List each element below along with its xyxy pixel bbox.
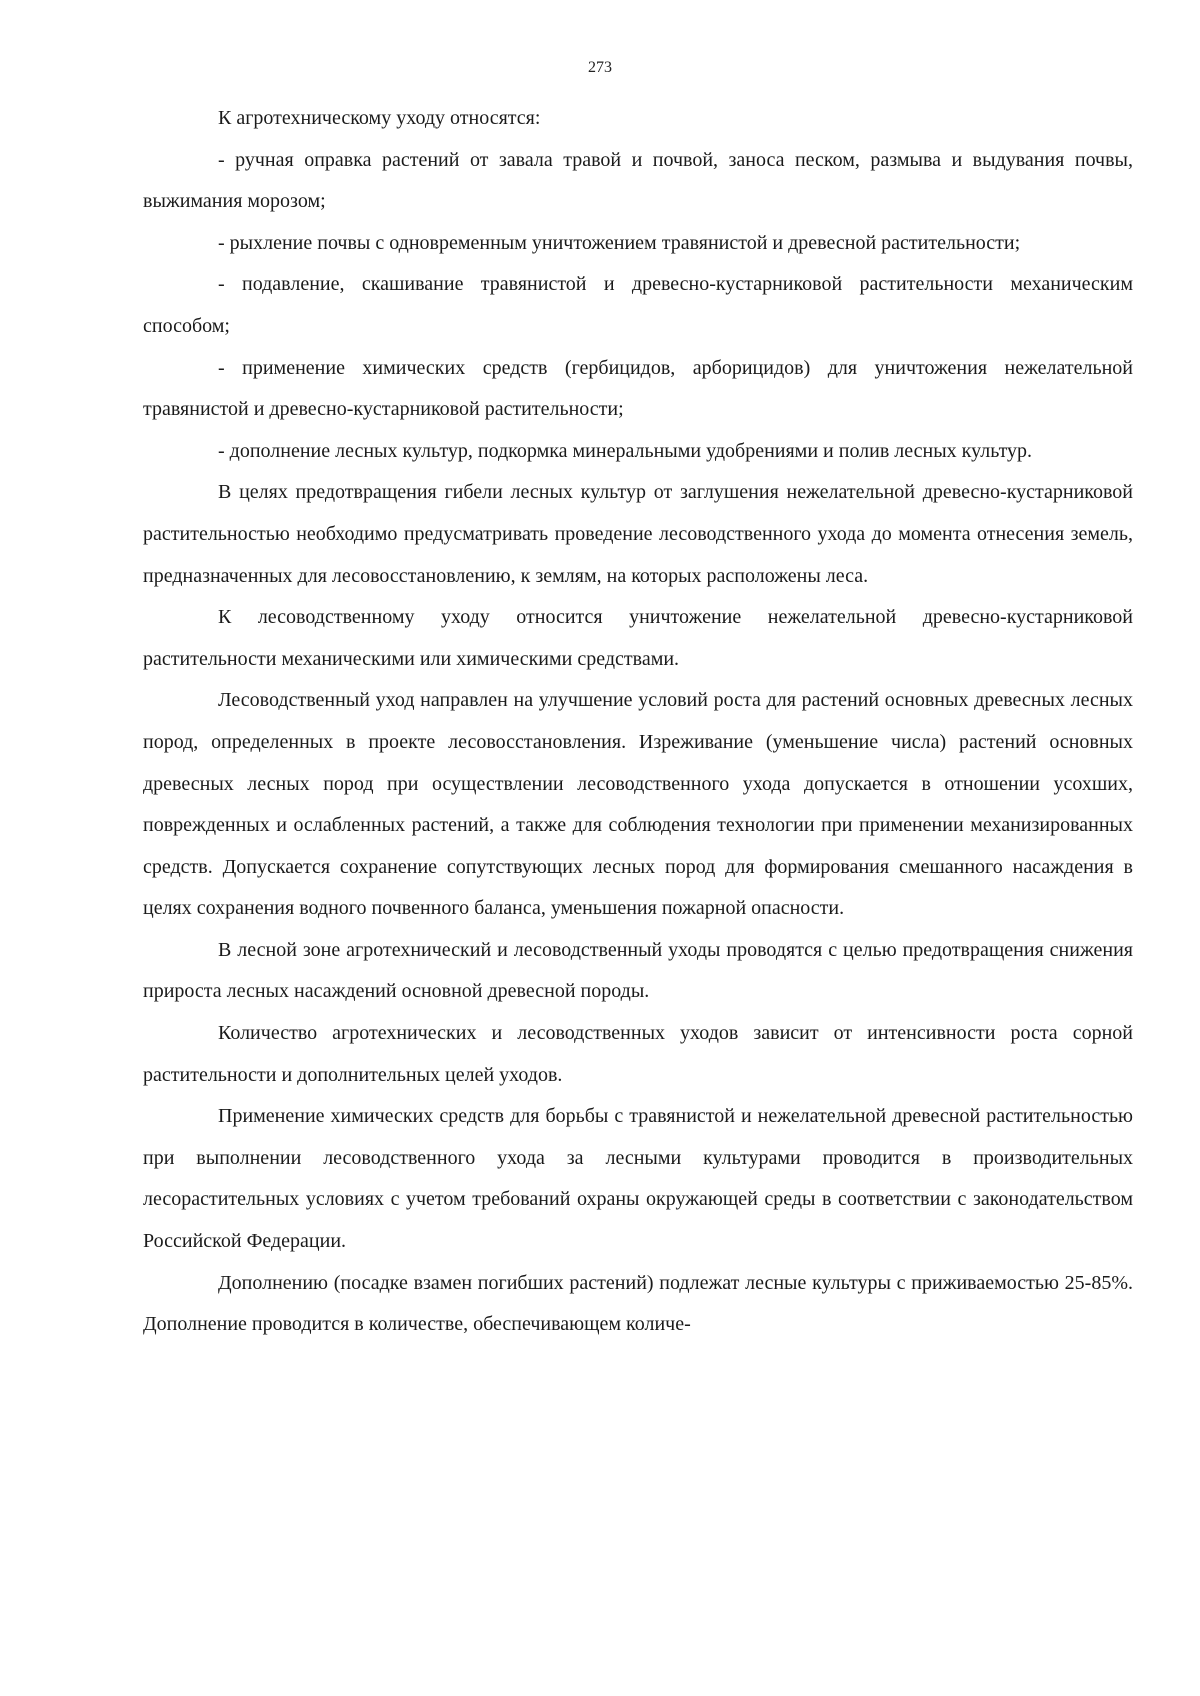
list-item-soil-loosening: - рыхление почвы с одновременным уничтожением травянистой и древесной растительности; xyxy=(218,231,1021,254)
list-item-manual-straightening: - ручная оправка растений от завала травой и почвой, заноса песком, размыва и выдувания почвы, выжимания морозом; xyxy=(143,148,1133,213)
list-item-supplement-fertilize-water: - дополнение лесных культур, подкормка минеральными удобрениями и полив лесных культур. xyxy=(218,439,1033,462)
paragraph-silvicultural-purpose: Лесоводственный уход направлен на улучшение условий роста для растений основных древесных лесных пород, определенных в проекте лесовосстановления. Изреживание (уменьшение числа) растений основных древесных лесных пород при осуществлении лесоводственного ухода допускается в отношении усохших, поврежденных и ослабленных растений, а также для соблюдения технологии при применении механизированных средств. Допускается сохранение сопутствующих лесных пород для формирования смешанного насаждения в целях сохранения водного почвенного баланса, уменьшения пожарной опасности. xyxy=(143,689,1133,920)
paragraph-agrotech-intro: К агротехническому уходу относятся: xyxy=(218,107,541,129)
paragraph-prevent-loss: В целях предотвращения гибели лесных культур от заглушения нежелательной древесно-кустарниковой растительностью необходимо предусматривать проведение лесоводственного ухода до момента отнесения земель, предназначенных для лесовосстановлению, к землям, на которых расположены леса. xyxy=(143,481,1133,587)
paragraph-silvicultural-definition: К лесоводственному уходу относится уничтожение нежелательной древесно-кустарниковой растительности механическими или химическими средствами. xyxy=(143,606,1133,670)
list-item-chemical-application: - применение химических средств (гербицидов, арборицидов) для уничтожения нежелательной травянистой и древесно-кустарниковой растительности; xyxy=(143,356,1133,421)
paragraph-supplementation: Дополнению (посадке взамен погибших растений) подлежат лесные культуры с приживаемостью 25-85%. Дополнение проводится в количестве, обеспечивающем количе- xyxy=(143,1271,1133,1336)
paragraph-number-of-treatments: Количество агротехнических и лесоводственных уходов зависит от интенсивности роста сорной растительности и дополнительных целей уходов. xyxy=(143,1022,1133,1086)
list-item-mechanical-suppression: - подавление, скашивание травянистой и древесно-кустарниковой растительности механическим способом; xyxy=(143,273,1133,337)
paragraph-chemical-use: Применение химических средств для борьбы с травянистой и нежелательной древесной растительностью при выполнении лесоводственного ухода за лесными культурами проводится в производительных лесорастительных условиях с учетом требований охраны окружающей среды в соответствии с законодательством Российской Федерации. xyxy=(143,1105,1133,1253)
page-number: 273 xyxy=(588,59,612,76)
paragraph-forest-zone: В лесной зоне агротехнический и лесоводственный уходы проводятся с целью предотвращения снижения прироста лесных насаждений основной древесной породы. xyxy=(143,938,1133,1003)
page-body xyxy=(143,98,1133,1346)
